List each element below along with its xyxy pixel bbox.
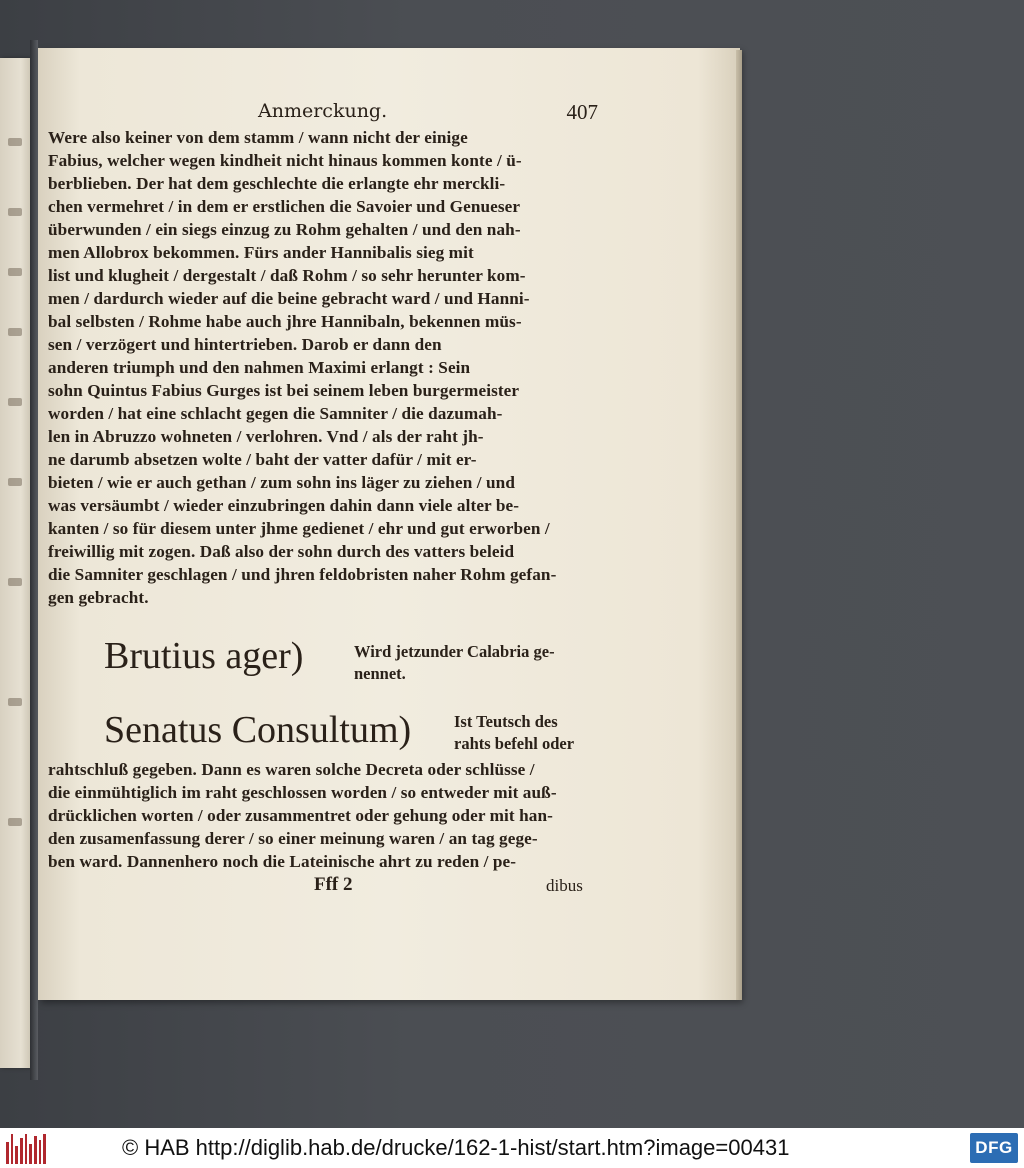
hab-logo-icon	[6, 1132, 46, 1164]
text-line: sohn Quintus Fabius Gurges ist bei seinem leben burgermeister	[48, 381, 520, 400]
ink-bleed	[8, 208, 22, 216]
copyright-url[interactable]: © HAB http://diglib.hab.de/drucke/162-1-hist/start.htm?image=00431	[122, 1135, 790, 1160]
text-line: chen vermehret / in dem er erstlichen die Savoier und Genueser	[48, 197, 521, 216]
text-line: drücklichen worten / oder zusammentret oder gehung oder mit han-	[48, 806, 553, 825]
catchword: dibus	[546, 876, 583, 895]
text-line: freiwillig mit zogen. Daß also der sohn durch des vatters beleid	[48, 542, 515, 561]
book-binding	[30, 40, 38, 1080]
ink-bleed	[8, 398, 22, 406]
text-line: kanten / so für diesem unter jhme gedienet / ehr und gut erworben /	[48, 519, 550, 538]
ink-bleed	[8, 578, 22, 586]
signature-mark: Fff 2	[314, 874, 353, 895]
gloss-line: rahts befehl oder	[454, 734, 575, 753]
text-line: anderen triumph und den nahmen Maximi erlangt : Sein	[48, 358, 471, 377]
text-line: gen gebracht.	[48, 588, 149, 607]
text-line: die einmühtiglich im raht geschlossen worden / so entweder mit auß-	[48, 783, 557, 802]
gloss-line: nennet.	[354, 664, 406, 683]
ink-bleed	[8, 268, 22, 276]
dfg-logo-icon: DFG	[970, 1133, 1018, 1163]
gloss-line: Ist Teutsch des	[454, 712, 558, 731]
text-line: len in Abruzzo wohneten / verlohren. Vnd / als der raht jh-	[48, 427, 484, 446]
text-line: Were also keiner von dem stamm / wann nicht der einige	[48, 128, 468, 147]
text-line: men / dardurch wieder auf die beine gebracht ward / und Hanni-	[48, 289, 530, 308]
headword-senatus-consultum: Senatus Consultum)	[104, 709, 412, 751]
text-line: rahtschluß gegeben. Dann es waren solche Decreta oder schlüsse /	[48, 760, 535, 779]
text-line: ne darumb absetzen wolte / baht der vatter dafür / mit er-	[48, 450, 477, 469]
text-line: die Samniter geschlagen / und jhren feldobristen naher Rohm gefan-	[48, 565, 557, 584]
facing-page-edge	[0, 58, 30, 1068]
ink-bleed	[8, 328, 22, 336]
running-title: Anmerckung.	[258, 100, 388, 122]
page-edge	[736, 50, 742, 1000]
text-line: sen / verzögert und hintertrieben. Darob er dann den	[48, 335, 442, 354]
running-header	[258, 100, 598, 128]
text-line: Fabius, welcher wegen kindheit nicht hinaus kommen konte / ü-	[48, 151, 522, 170]
page-number: 407	[566, 100, 598, 124]
text-line: berblieben. Der hat dem geschlechte die erlangte ehr merckli-	[48, 174, 506, 193]
text-line: worden / hat eine schlacht gegen die Samniter / die dazumah-	[48, 404, 503, 423]
text-line: bal selbsten / Rohme habe auch jhre Hannibaln, bekennen müs-	[48, 312, 522, 331]
text-line: ben ward. Dannenhero noch die Lateinische ahrt zu reden / pe-	[48, 852, 517, 871]
text-line: was versäumbt / wieder einzubringen dahin dann viele alter be-	[48, 496, 520, 515]
ink-bleed	[8, 478, 22, 486]
text-line: bieten / wie er auch gethan / zum sohn ins läger zu ziehen / und	[48, 473, 515, 492]
ink-bleed	[8, 698, 22, 706]
ink-bleed	[8, 818, 22, 826]
text-line: überwunden / ein siegs einzug zu Rohm gehalten / und den nah-	[48, 220, 521, 239]
text-line: list und klugheit / dergestalt / daß Rohm / so sehr herunter kom-	[48, 266, 526, 285]
text-line: den zusamenfassung derer / so einer meinung waren / an tag gege-	[48, 829, 538, 848]
headword-brutius-ager: Brutius ager)	[104, 635, 304, 677]
gloss-line: Wird jetzunder Calabria ge-	[354, 642, 555, 661]
ink-bleed	[8, 138, 22, 146]
text-line: men Allobrox bekommen. Fürs ander Hannibalis sieg mit	[48, 243, 474, 262]
